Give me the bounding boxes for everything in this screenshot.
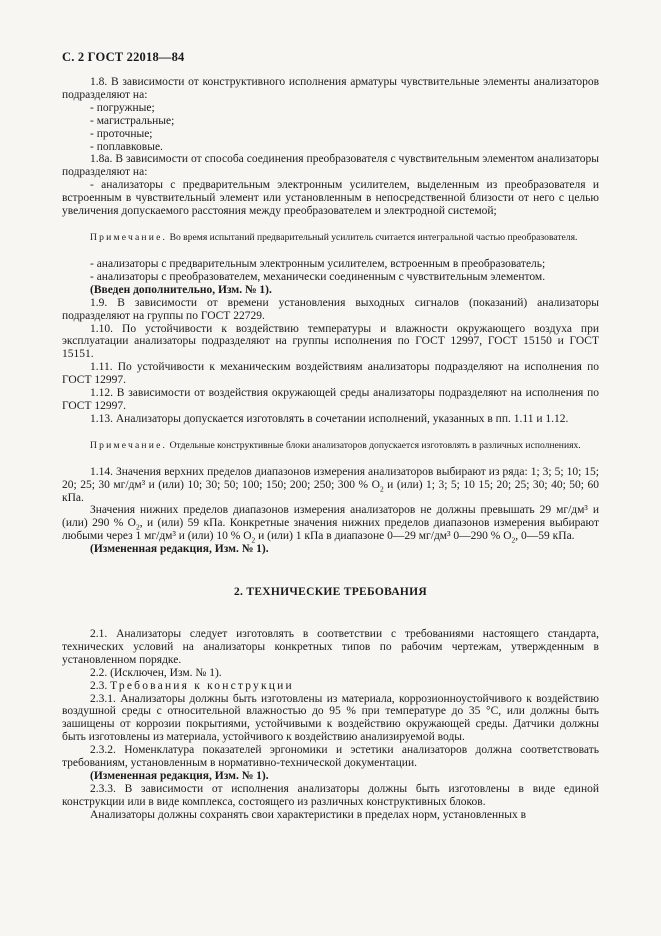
amendment-note: (Измененная редакция, Изм. № 1). bbox=[90, 543, 269, 556]
paragraph: Анализаторы должны сохранять свои характеристики в пределах норм, установленных в bbox=[90, 808, 527, 821]
amendment-note: (Введен дополнительно, Изм. № 1). bbox=[90, 283, 272, 296]
note-label: Примечание. bbox=[90, 231, 168, 243]
list-item: - анализаторы с преобразователем, механически соединенным с чувствительным элементом. bbox=[90, 270, 546, 283]
note-text: Во время испытаний предварительный усилитель считается интегральной частью преобразователя. bbox=[169, 231, 578, 243]
document-body bbox=[62, 76, 599, 822]
list-item: - поплавковые. bbox=[90, 140, 163, 153]
clause-2-3-1: 2.3.1. Анализаторы должны быть изготовлены из материала, коррозионноустойчивого к воздействию воздушной среды с относительной влажностью до 95 % при температуре до 35 °С, или должны быть зашищены от коррозии покрытиями, устойчивыми к воздействию окружающей среды. Датчики должны быть изготовлены из материала, устойчивого к воздействию анализируемой воды. bbox=[62, 692, 599, 744]
clause-2-3-2: 2.3.2. Номенклатура показателей эргономики и эстетики анализаторов должна соответствовать требованиям, установленным в нормативно-технической документации. bbox=[62, 744, 599, 770]
note-2 bbox=[62, 440, 599, 452]
clause-2-3: 2.3. Требования к конструкции bbox=[90, 679, 294, 692]
clause-1-14-lower: Значения нижних пределов диапазонов измерения анализаторов не должны превышать 29 мг/дм³ и (или) 290 % $O_2$, и (или) 59 кПа. Конкретные значения нижних пределов диапазонов измерения выбирают любыми через 1 мг/дм³ и (или) 10 % $O_2$ и (или) 1 кПа в диапазоне 0—29 мг/дм³ 0—290 % $O_2$, 0—59 кПа. bbox=[62, 504, 600, 545]
clause-1-8: 1.8. В зависимости от конструктивного исполнения арматуры чувствительные элементы анализаторов подразделяют на: bbox=[62, 76, 599, 101]
clause-1-11: 1.11. По устойчивости к механическим воздействиям анализаторы подразделяют на исполнения по ГОСТ 12997. bbox=[62, 361, 599, 387]
clause-1-9: 1.9. В зависимости от времени установления выходных сигналов (показаний) анализаторы подразделяют на группы по ГОСТ 22729. bbox=[62, 296, 599, 322]
note-text: Отдельные конструктивные блоки анализаторов допускается изготовлять в различных исполнениях. bbox=[169, 439, 581, 451]
list-item: - анализаторы с предварительным электронным усилителем, встроенным в преобразователь; bbox=[90, 257, 546, 270]
list-item: - анализаторы с предварительным электронным усилителем, выделенным из преобразователя и встроенным в чувствительный элемент или установленным в непосредственной близости от него с целью увеличения допускаемого расстояния между преобразователем и электродной системой; bbox=[62, 179, 599, 218]
list-item: - магистральные; bbox=[90, 114, 175, 127]
clause-2-2: 2.2. (Исключен, Изм. № 1). bbox=[90, 666, 222, 679]
amendment-note: (Измененная редакция, Изм. № 1). bbox=[90, 769, 269, 782]
clause-2-1: 2.1. Анализаторы следует изготовлять в соответствии с требованиями настоящего стандарта, технических условий на анализаторы конкретных типов по рабочим чертежам, утвержденным в установленном порядке. bbox=[62, 628, 599, 666]
section-title: 2. ТЕХНИЧЕСКИЕ ТРЕБОВАНИЯ bbox=[233, 585, 428, 598]
clause-1-12: 1.12. В зависимости от воздействия окружающей среды анализаторы подразделяют на исполнения по ГОСТ 12997. bbox=[62, 387, 599, 412]
clause-1-13: 1.13. Анализаторы допускается изготовлять в сочетании исполнений, указанных в пп. 1.11 и 1.12. bbox=[90, 412, 569, 425]
list-item: - погружные; bbox=[90, 101, 155, 114]
page-header: С. 2 ГОСТ 22018—84 bbox=[62, 50, 185, 64]
clause-1-10: 1.10. По устойчивости к воздействию температуры и влажности окружающего воздуха при эксплуатации анализаторы подразделяют на группы исполнения по ГОСТ 12997, ГОСТ 15150 и ГОСТ 15151. bbox=[62, 322, 599, 361]
list-item: - проточные; bbox=[90, 127, 153, 140]
note-1 bbox=[62, 232, 599, 244]
clause-1-8a: 1.8а. В зависимости от способа соединения преобразователя с чувствительным элементом анализаторы подразделяют на: bbox=[62, 153, 599, 179]
clause-1-14: 1.14. Значения верхних пределов диапазонов измерения анализаторов выбирают из ряда: 1; 3; 5; 10; 15; 20; 25; 30 мг/дм³ и (или) 10; 30; 50; 100; 150; 200; 250; 300 % $O_2$ и (или) 1; 3; 5; 10 15; 20; 25; 30; 40; 50; 60 кПа. bbox=[62, 465, 599, 504]
note-label: Примечание. bbox=[90, 439, 168, 451]
clause-2-3-3: 2.3.3. В зависимости от исполнения анализаторы должны быть изготовлены в виде единой конструкции или в виде комплекса, состоящего из различных конструктивных блоков. bbox=[62, 782, 599, 808]
